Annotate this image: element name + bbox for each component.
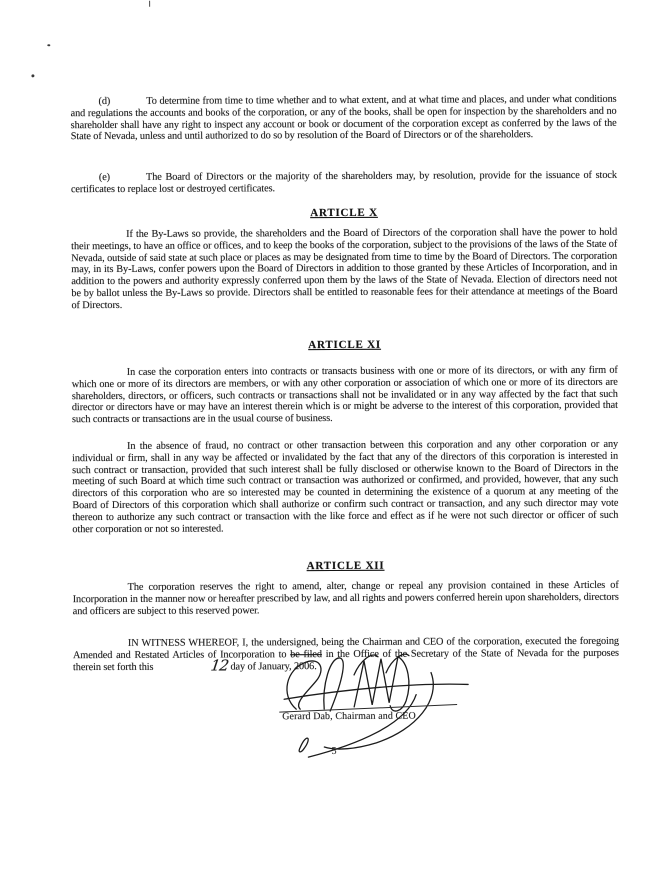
clause-d-label: (d) bbox=[98, 95, 111, 108]
article-xi-paragraph-1: In case the corporation enters into contracts or transacts business with one or more of its directors, or with any firm of which one or more of its directors are members, or with any other corporation or association of which one or more of its directors are shareholders, directors, or officers, such contracts or transactions shall not be invalidated or in any way affected by the fact that such director or directors have or may have an interest therein which is or might be adverse to the interest of this corporation, provided that such contracts or transactions are in the usual course of business. bbox=[71, 364, 618, 426]
witness-mid-text: in the Office of the Secretary of the State of Nevada for the purposes therein set forth this bbox=[72, 647, 619, 673]
scan-artifact-tick bbox=[149, 1, 150, 7]
clause-e-paragraph bbox=[71, 170, 617, 196]
witness-lead-text: IN WITNESS WHEREOF, I, the undersigned, being the Chairman and CEO of the corporation, executed the foregoing Amended and Restated Articles of Incorporation to bbox=[72, 635, 619, 661]
article-xii-body: The corporation reserves the right to amend, alter, change or repeal any provision contained in these Articles of Incorporation in the manner now or hereafter prescribed by law, and all rights and powers conferred herein upon shareholders, directors and officers are subject to this reserved power. bbox=[72, 579, 619, 617]
article-x-heading: ARTICLE X bbox=[310, 206, 378, 220]
article-xi-heading: ARTICLE XI bbox=[308, 338, 381, 352]
clause-e-label: (e) bbox=[98, 171, 111, 184]
clause-d-paragraph bbox=[71, 94, 617, 144]
scan-artifact-speck bbox=[47, 44, 50, 46]
article-xii-heading: ARTICLE XII bbox=[306, 559, 385, 573]
clause-e-text: The Board of Directors or the majority of the shareholders may, by resolution, provide for the issuance of stock certificates to replace lost or destroyed certificates. bbox=[70, 169, 617, 195]
struck-out-text: be filed bbox=[290, 648, 322, 660]
signatory-name-title: Gerard Dab, Chairman and CEO bbox=[282, 710, 416, 723]
clause-d-text: To determine from time to time whether and to what extent, and at what time and places, and under what conditions and regulations the accounts and books of the corporation, or any of the books, shall be open for inspection by the shareholders and no shareholder shall have any right to inspect any account or book or document of the corporation except as conferred by the laws of the State of Nevada, unless and until authorized to do so by resolution of the Board of Directors or of the shareholders. bbox=[70, 93, 617, 143]
article-xi-paragraph-2: In the absence of fraud, no contract or other transaction between this corporation and any other corporation or any individual or firm, shall in any way be affected or invalidated by the fact that any of the directors of this corporation is interested in such contract or transaction, provided that such interest shall be fully disclosed or otherwise known to the Board of Directors in the meeting of such Board at which time such contract or transaction was authorized or confirmed, and provided, however, that any such directors of this corporation who are so interested may be counted in determining the existence of a quorum at any meeting of the Board of Directors of this corporation which shall authorize or confirm such contract or transaction, and any such director may vote thereon to authorize any such contract or transaction with the like force and effect as if he were not such director or officer of such other corporation or not so interested. bbox=[72, 438, 619, 535]
witness-tail-text: day of January, 2006. bbox=[228, 660, 317, 673]
scan-artifact-speck bbox=[31, 74, 34, 77]
article-x-body: If the By-Laws so provide, the shareholders and the Board of Directors of the corporation shall have the power to hold their meetings, to have an office or offices, and to keep the books of the corporation, subject to the provisions of the laws of the State of Nevada, outside of said state at such place or places as may be designated from time to time by the Board of Directors. The corporation may, in its By-Laws, confer powers upon the Board of Directors in addition to those granted by these Articles of Incorporation, and in addition to the powers and authority expressly conferred upon them by the laws of the State of Nevada. Election of directors need not be by ballot unless the By-Laws so provide. Directors shall be entitled to reasonable fees for their attendance at meetings of the Board of Directors. bbox=[71, 226, 618, 311]
page-number: 5 bbox=[331, 746, 337, 758]
